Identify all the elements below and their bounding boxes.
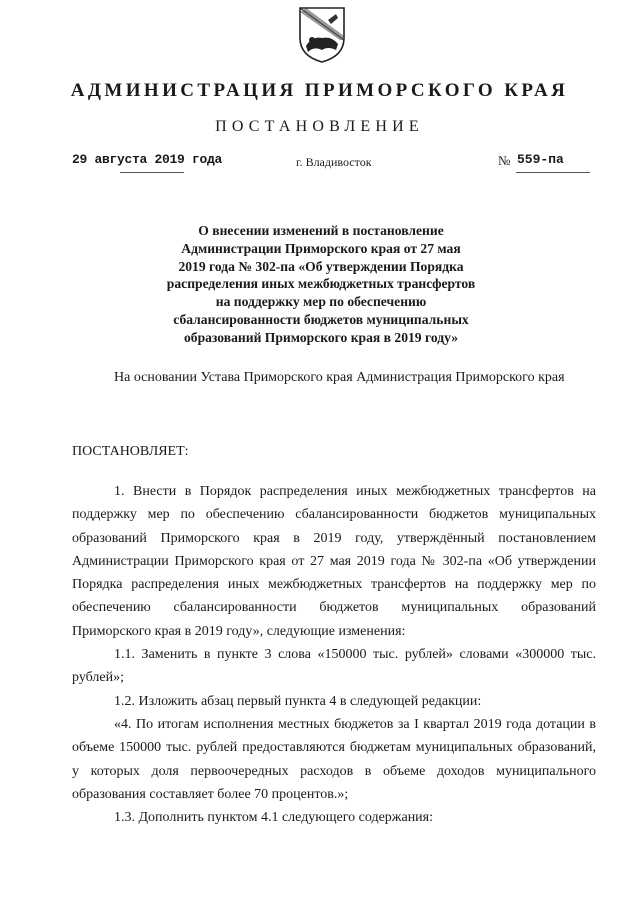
title-line: О внесении изменений в постановление bbox=[198, 223, 444, 238]
resolves-heading: ПОСТАНОВЛЯЕТ: bbox=[72, 444, 189, 459]
organization-name: АДМИНИСТРАЦИЯ ПРИМОРСКОГО КРАЯ bbox=[70, 80, 569, 101]
item-1-3-paragraph: 1.3. Дополнить пунктом 4.1 следующего содержания: bbox=[114, 810, 434, 826]
items-section bbox=[72, 480, 596, 829]
basis-paragraph: На основании Устава Приморского края Администрация Приморского края bbox=[114, 370, 565, 385]
title-line: 2019 года № 302-па «Об утверждении Порядка bbox=[178, 258, 464, 274]
item-1-1-paragraph: 1.1. Заменить в пункте 3 слова «150000 тыс. рублей» словами «300000 тыс. рублей»; bbox=[72, 647, 596, 686]
number-sign: № bbox=[498, 153, 511, 168]
title-line: сбалансированности бюджетов муниципальных bbox=[173, 311, 469, 327]
coat-of-arms-emblem bbox=[298, 6, 346, 64]
document-date: 29 августа 2019 года bbox=[72, 152, 223, 167]
item-1-2-paragraph: 1.2. Изложить абзац первый пункта 4 в следующей редакции: bbox=[114, 693, 482, 709]
title-line: на поддержку мер по обеспечению bbox=[215, 294, 427, 310]
document-city: г. Владивосток bbox=[296, 155, 372, 169]
date-underline bbox=[120, 172, 184, 173]
number-underline bbox=[516, 172, 590, 173]
document-type: ПОСТАНОВЛЕНИЕ bbox=[215, 118, 424, 135]
title-line: образований Приморского края в 2019 году» bbox=[183, 329, 459, 345]
document-title bbox=[150, 222, 492, 347]
document-number: 559-па bbox=[517, 152, 564, 167]
basis-section bbox=[72, 366, 596, 389]
resolves-section bbox=[72, 440, 596, 463]
title-line: распределения иных межбюджетных трансфертов bbox=[166, 276, 476, 292]
item-1-paragraph: 1. Внести в Порядок распределения иных межбюджетных трансфертов на поддержку мер по обеспечению сбалансированности бюджетов муниципальных образований Приморского края в 2019 году, утверждённый постановлением Администрации Приморского края от 27 мая 2019 года № 302-па «Об утверждении Порядка распределения иных межбюджетных трансфертов на поддержку мер по обеспечению сбалансированности бюджетов муниципальных образований Приморского края в 2019 году», следующие изменения: bbox=[72, 484, 596, 639]
title-line: Администрации Приморского края от 27 мая bbox=[181, 240, 461, 256]
item-1-2-quote-paragraph: «4. По итогам исполнения местных бюджетов за I квартал 2019 года дотации в объеме 150000 тыс. рублей предоставляются бюджетам муниципальных образований, у которых доля первоочередных расходов в объеме доходов муниципального образования составляет более 70 процентов.»; bbox=[72, 716, 596, 802]
